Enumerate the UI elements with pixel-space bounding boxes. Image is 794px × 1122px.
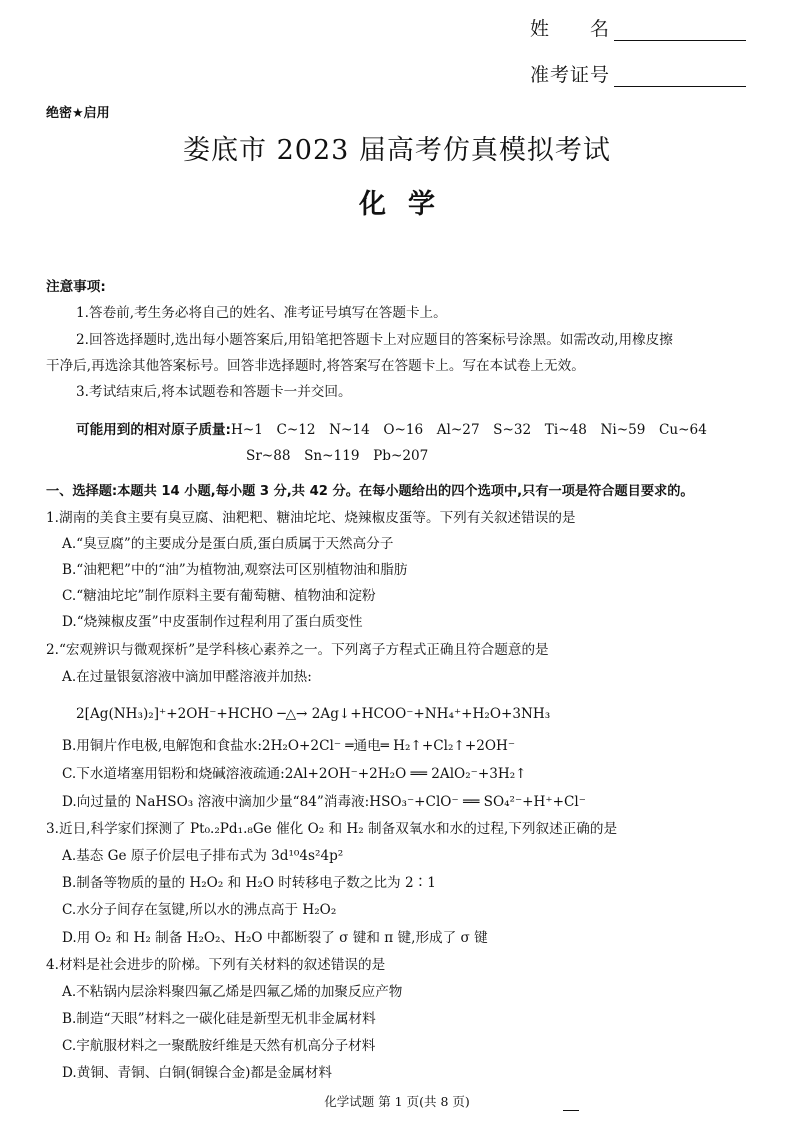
option: C.宇航服材料之一聚酰胺纤维是天然有机高分子材料: [62, 1038, 376, 1054]
question-stem: 3.近日,科学家们探测了 Pt₀.₂Pd₁.₈Ge 催化 O₂ 和 H₂ 制备双氧水和水的过程,下列叙述正确的是: [46, 821, 618, 837]
equation: 2[Ag(NH₃)₂]⁺+2OH⁻+HCHO ─△→ 2Ag↓+HCOO⁻+NH₄⁺+H₂O+3NH₃: [76, 706, 551, 722]
footer-dash: [563, 1110, 579, 1111]
notice-item: 3.考试结束后,将本试题卷和答题卡一并交回。: [76, 384, 352, 400]
notice-item: 干净后,再选涂其他答案标号。回答非选择题时,将答案写在答题卡上。写在本试卷上无效。: [46, 358, 585, 374]
option: A.基态 Ge 原子价层电子排布式为 3d¹⁰4s²4p²: [62, 848, 344, 864]
masses-line2: Sr~88 Sn~119 Pb~207: [246, 448, 429, 464]
page-footer: 化学试题 第 1 页(共 8 页): [324, 1094, 470, 1109]
option: C.水分子间存在氢键,所以水的沸点高于 H₂O₂: [62, 902, 337, 918]
secret-mark: 绝密★启用: [46, 106, 110, 121]
option: C.“糖油坨坨”制作原料主要有葡萄糖、植物油和淀粉: [62, 588, 376, 604]
option: B.用铜片作电极,电解饱和食盐水:2H₂O+2Cl⁻ ═通电═ H₂↑+Cl₂↑+2OH⁻: [62, 738, 516, 754]
id-underline: [614, 66, 746, 87]
notice-heading: 注意事项:: [46, 279, 106, 295]
exam-title: 娄底市 2023 届高考仿真模拟考试: [183, 135, 611, 166]
option: B.“油粑粑”中的“油”为植物油,观察法可区别植物油和脂肪: [62, 562, 408, 578]
option: A.不粘锅内层涂料聚四氟乙烯是四氟乙烯的加聚反应产物: [62, 984, 403, 1000]
question-stem: 1.湖南的美食主要有臭豆腐、油粑粑、糖油坨坨、烧辣椒皮蛋等。下列有关叙述错误的是: [46, 510, 576, 526]
question-stem: 4.材料是社会进步的阶梯。下列有关材料的叙述错误的是: [46, 957, 386, 973]
id-field: [530, 60, 746, 87]
name-underline: [614, 20, 746, 41]
option: A.在过量银氨溶液中滴加甲醛溶液并加热:: [62, 669, 312, 685]
option: C.下水道堵塞用铝粉和烧碱溶液疏通:2Al+2OH⁻+2H₂O ══ 2AlO₂⁻+3H₂↑: [62, 766, 527, 782]
atomic-masses: [76, 420, 707, 440]
id-label: 准考证号: [530, 64, 611, 86]
notice-item: 2.回答选择题时,选出每小题答案后,用铅笔把答题卡上对应题目的答案标号涂黑。如需改动,用橡皮擦: [76, 332, 673, 348]
section-heading: 一、选择题:本题共 14 小题,每小题 3 分,共 42 分。在每小题给出的四个选项中,只有一项是符合题目要求的。: [46, 484, 694, 499]
subject-title: 化学: [359, 189, 457, 220]
option: D.用 O₂ 和 H₂ 制备 H₂O₂、H₂O 中都断裂了 σ 键和 π 键,形成了 σ 键: [62, 930, 488, 946]
masses-line1: H~1 C~12 N~14 O~16 Al~27 S~32 Ti~48 Ni~59 Cu~64: [230, 422, 707, 438]
option: D.“烧辣椒皮蛋”中皮蛋制作过程利用了蛋白质变性: [62, 614, 363, 630]
option: A.“臭豆腐”的主要成分是蛋白质,蛋白质属于天然高分子: [62, 536, 394, 552]
notice-item: 1.答卷前,考生务必将自己的姓名、准考证号填写在答题卡上。: [76, 305, 447, 321]
option: D.黄铜、青铜、白铜(铜镍合金)都是金属材料: [62, 1065, 333, 1081]
question-stem: 2.“宏观辨识与微观探析”是学科核心素养之一。下列离子方程式正确且符合题意的是: [46, 642, 549, 658]
name-field: [530, 14, 746, 41]
name-label: 姓 名: [530, 18, 611, 40]
option: B.制造“天眼”材料之一碳化硅是新型无机非金属材料: [62, 1011, 376, 1027]
option: D.向过量的 NaHSO₃ 溶液中滴加少量“84”消毒液:HSO₃⁻+ClO⁻ ══ SO₄²⁻+H⁺+Cl⁻: [62, 794, 586, 810]
masses-label: 可能用到的相对原子质量:: [76, 422, 231, 438]
option: B.制备等物质的量的 H₂O₂ 和 H₂O 时转移电子数之比为 2∶1: [62, 875, 436, 891]
